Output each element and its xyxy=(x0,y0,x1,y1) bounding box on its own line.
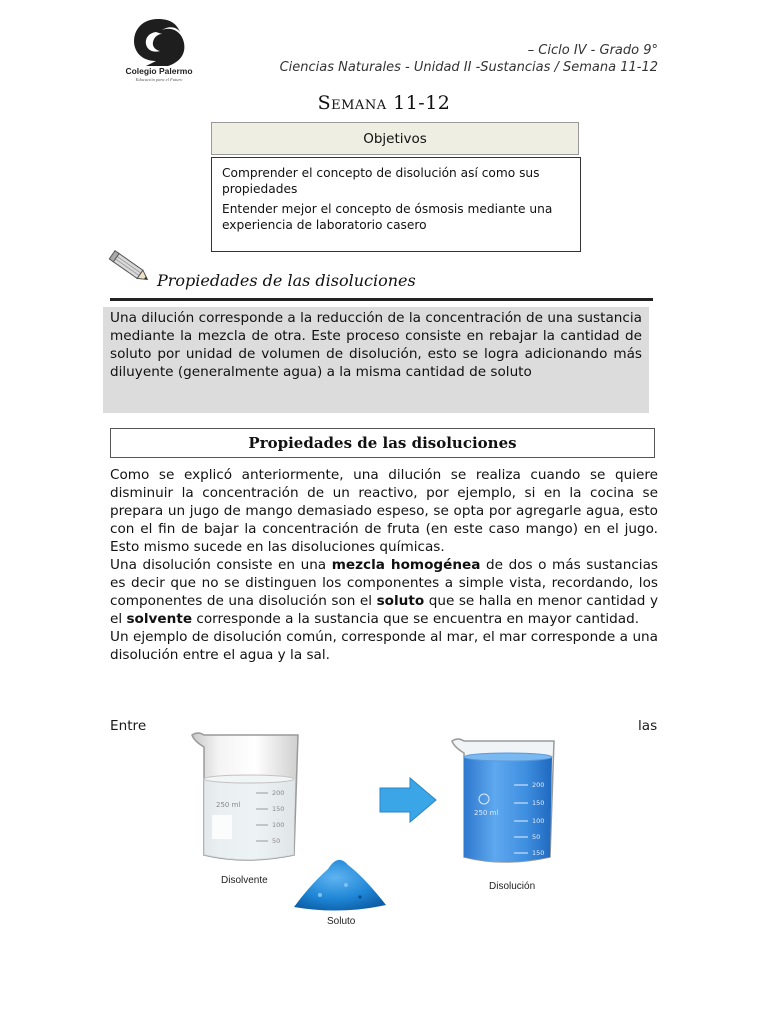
beaker-volume-label: 250 ml xyxy=(216,801,241,809)
svg-text:100: 100 xyxy=(272,821,285,829)
section-divider xyxy=(110,298,653,301)
pencil-icon xyxy=(108,248,154,292)
section-title: Propiedades de las disoluciones xyxy=(157,271,416,290)
paragraph: Como se explicó anteriormente, una dilución se realiza cuando se quiere disminuir la concentración de un reactivo, por ejemplo, si en la cocina se prepara un jugo de mango demasiado espeso, se opta por agregarle agua, esto con el fin de bajar la concentración de fruta (en este caso mango) en el jugo. Esto mismo sucede en las disoluciones químicas. xyxy=(110,467,658,555)
svg-text:100: 100 xyxy=(532,817,545,825)
paragraph: Una disolución consiste en una mezcla homogénea de dos o más sustancias es decir que no se distinguen los componentes a simple vista, recordando, los componentes de una disolución son el soluto que se halla en menor cantidad y el solvente corresponde a la sustancia que se encuentra en mayor cantidad. xyxy=(110,557,658,627)
solute-powder-image xyxy=(290,845,390,919)
solution-label: Disolución xyxy=(489,881,536,892)
week-title: Semana 11-12 xyxy=(317,92,451,114)
svg-text:150: 150 xyxy=(272,805,285,813)
beaker-water-image xyxy=(186,725,306,869)
bold-term: mezcla homogénea xyxy=(331,557,481,573)
text-fragment: Entre xyxy=(110,718,147,734)
objectives-heading: Objetivos xyxy=(211,122,579,155)
beaker-solution-image xyxy=(448,733,560,873)
header-course-unit: Ciencias Naturales - Unidad II -Sustancias / Semana 11-12 xyxy=(279,60,658,75)
properties-heading: Propiedades de las disoluciones xyxy=(110,428,655,458)
school-tagline: Educación para el Futuro xyxy=(135,77,183,82)
bold-term: soluto xyxy=(376,593,425,609)
logo-mark-icon xyxy=(128,16,198,66)
svg-text:150: 150 xyxy=(532,799,545,807)
school-name: Colegio Palermo xyxy=(125,66,193,76)
objective-item: Entender mejor el concepto de ósmosis mediante una experiencia de laboratorio casero xyxy=(222,202,553,232)
svg-text:50: 50 xyxy=(532,833,541,841)
solvent-label: Disolvente xyxy=(221,875,268,886)
svg-text:200: 200 xyxy=(532,781,545,789)
text-fragment: las xyxy=(638,718,658,734)
arrow-right-icon xyxy=(378,776,438,828)
beaker-volume-label: 250 ml xyxy=(474,809,499,817)
solute-label: Soluto xyxy=(327,916,356,927)
objective-item: Comprender el concepto de disolución así como sus propiedades xyxy=(222,166,540,196)
svg-text:150: 150 xyxy=(532,849,545,857)
svg-text:50: 50 xyxy=(272,837,281,845)
body-text xyxy=(110,466,658,664)
paragraph: Un ejemplo de disolución común, corresponde al mar, el mar corresponde a una disolución entre el agua y la sal. xyxy=(110,629,658,663)
objectives-list xyxy=(211,157,581,252)
bold-term: solvente xyxy=(126,611,193,627)
definition-text: Una dilución corresponde a la reducción de la concentración de una sustancia mediante la mezcla de otra. Este proceso consiste en rebajar la cantidad de soluto por unidad de volumen de disolución, esto se logra adicionando más diluyente (generalmente agua) a la misma cantidad de soluto xyxy=(110,310,642,380)
svg-text:200: 200 xyxy=(272,789,285,797)
header-cycle-grade: – Ciclo IV - Grado 9° xyxy=(527,43,658,58)
